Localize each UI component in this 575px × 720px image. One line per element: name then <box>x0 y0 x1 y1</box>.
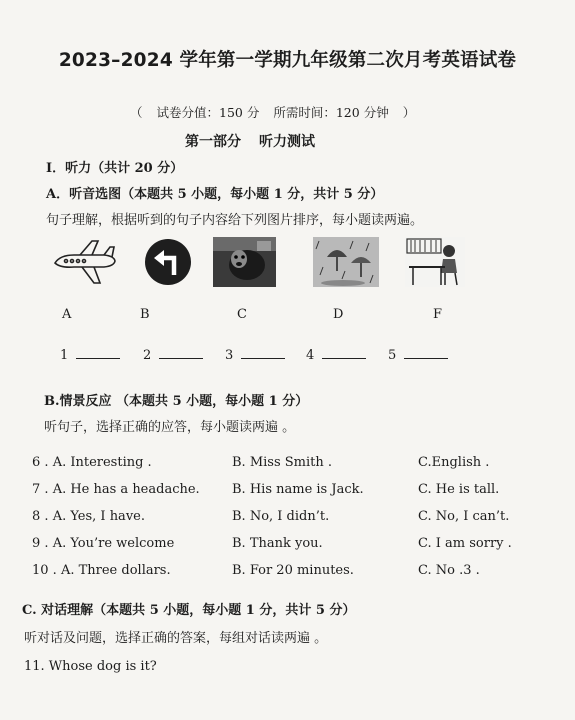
blank-line[interactable] <box>159 346 203 359</box>
section-c-heading: C. 对话理解（本题共 5 小题，每小题 1 分，共计 5 分） <box>22 603 356 618</box>
option-a[interactable]: A. Yes, I have. <box>52 509 145 524</box>
dog-photo <box>213 237 276 287</box>
section-1-heading: I．听力（共计 20 分） <box>46 161 184 176</box>
option-c[interactable]: C. I am sorry . <box>418 536 512 551</box>
question-6 <box>32 455 152 470</box>
section-c-instruction: 听对话及问题，选择正确的答案，每组对话读两遍 。 <box>24 631 328 646</box>
exam-info <box>130 103 429 121</box>
exam-score: 试卷分值：150 分 <box>156 105 260 120</box>
option-a[interactable]: A. Interesting . <box>52 455 152 470</box>
answer-blank-1[interactable] <box>60 346 120 363</box>
option-a[interactable]: A. You’re welcome <box>52 536 175 551</box>
option-b[interactable]: B. His name is Jack. <box>232 482 364 497</box>
paren-open: （ <box>130 105 143 120</box>
option-c[interactable]: C.English . <box>418 455 490 470</box>
option-a[interactable]: A. He has a headache. <box>52 482 200 497</box>
question-number: 7 . <box>32 482 49 497</box>
blank-number: 3 <box>225 348 234 363</box>
option-c[interactable]: C. He is tall. <box>418 482 500 497</box>
section-b-heading: B.情景反应 （本题共 5 小题，每小题 1 分） <box>44 394 309 409</box>
question-11: 11. Whose dog is it? <box>24 659 157 674</box>
blank-number: 1 <box>60 348 69 363</box>
exam-time: 所需时间：120 分钟 <box>273 105 389 120</box>
option-a[interactable]: A. Three dollars. <box>60 563 171 578</box>
option-b[interactable]: B. Miss Smith . <box>232 455 333 470</box>
section-a-instruction: 句子理解，根据听到的句子内容给下列图片排序，每小题读两遍。 <box>46 213 424 228</box>
student-desk-icon <box>405 237 465 287</box>
answer-blank-2[interactable] <box>143 346 203 363</box>
blank-number: 2 <box>143 348 152 363</box>
option-b[interactable]: B. For 20 minutes. <box>232 563 354 578</box>
blank-line[interactable] <box>404 346 448 359</box>
blank-line[interactable] <box>241 346 285 359</box>
blank-number: 5 <box>388 348 397 363</box>
blank-number: 4 <box>306 348 315 363</box>
airplane-icon <box>52 237 118 287</box>
section-b-instruction: 听句子，选择正确的应答，每小题读两遍 。 <box>44 420 296 435</box>
question-number: 8 . <box>32 509 49 524</box>
option-b[interactable]: B. No, I didn’t. <box>232 509 330 524</box>
question-number: 10 . <box>32 563 57 578</box>
question-number: 6 . <box>32 455 49 470</box>
question-7 <box>32 482 200 497</box>
question-10 <box>32 563 171 578</box>
option-c[interactable]: C. No .3 . <box>418 563 480 578</box>
exam-title: 2023–2024 学年第一学期九年级第二次月考英语试卷 <box>58 50 517 71</box>
turn-left-sign-icon <box>143 237 193 287</box>
answer-blank-3[interactable] <box>225 346 285 363</box>
option-c[interactable]: C. No, I can’t. <box>418 509 510 524</box>
option-b[interactable]: B. Thank you. <box>232 536 323 551</box>
answer-blank-5[interactable] <box>388 346 448 363</box>
picture-label-b: B <box>140 307 150 322</box>
answer-blank-4[interactable] <box>306 346 366 363</box>
part-heading <box>185 131 333 151</box>
question-8 <box>32 509 145 524</box>
picture-label-c: C <box>237 307 247 322</box>
part-label: 第一部分 <box>185 134 241 150</box>
section-a-heading: A．听音选图（本题共 5 小题，每小题 1 分，共计 5 分） <box>46 187 384 202</box>
blank-line[interactable] <box>322 346 366 359</box>
question-number: 9 . <box>32 536 49 551</box>
paren-close: ） <box>402 105 416 120</box>
picture-label-a: A <box>62 307 72 322</box>
blank-line[interactable] <box>76 346 120 359</box>
question-9 <box>32 536 174 551</box>
picture-label-d: D <box>333 307 344 322</box>
picture-label-f: F <box>433 307 443 322</box>
rain-umbrella-icon <box>313 237 379 287</box>
part-name: 听力测试 <box>259 134 315 150</box>
